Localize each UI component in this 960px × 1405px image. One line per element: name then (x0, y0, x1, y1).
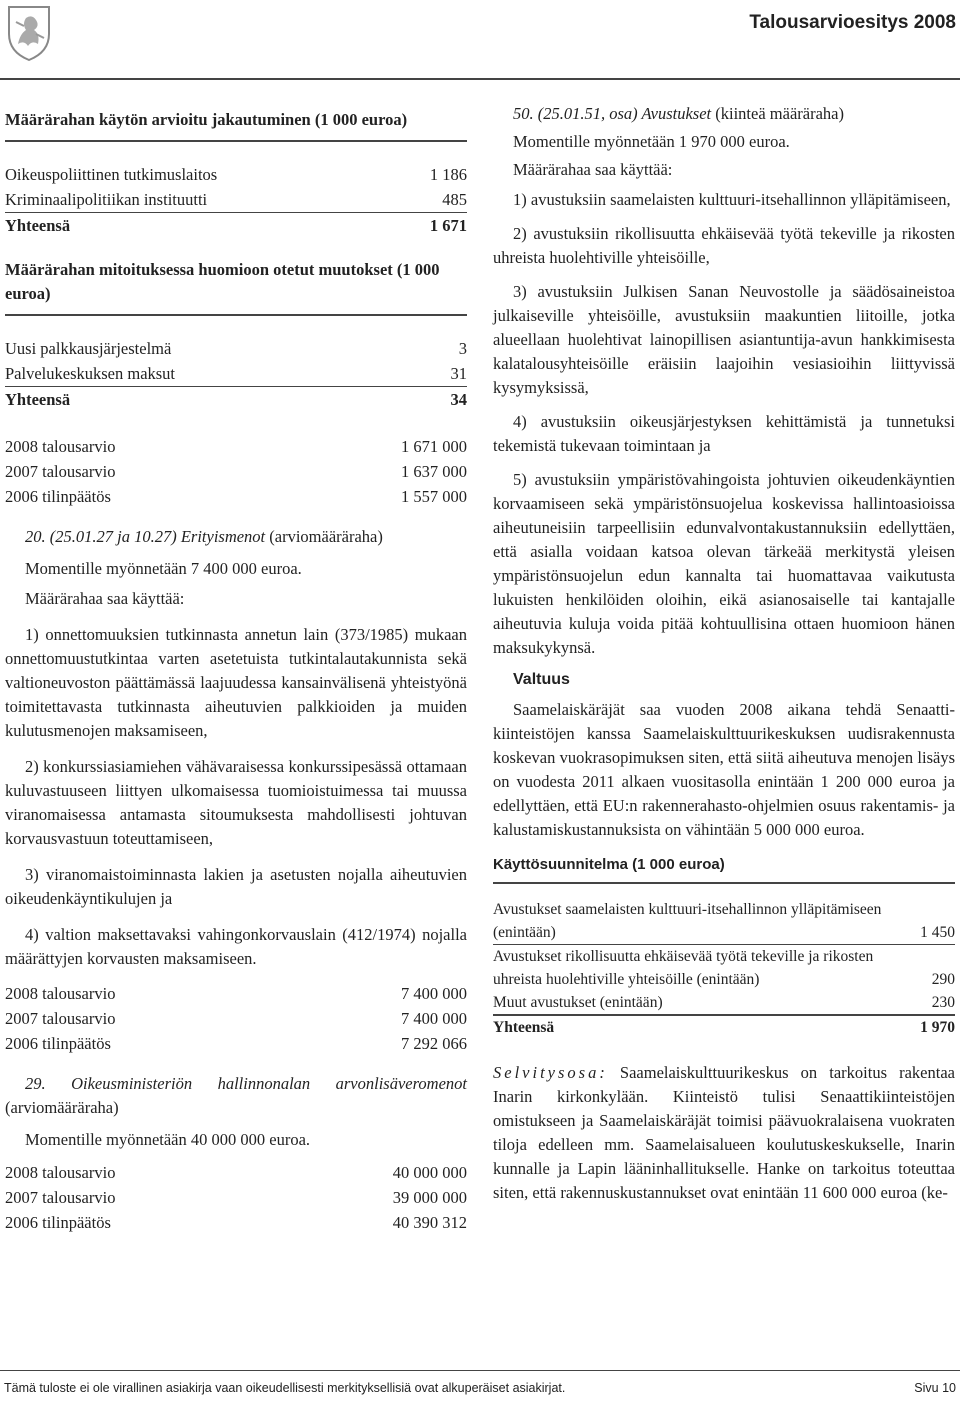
budget-value: 1 671 000 (401, 437, 467, 456)
item-50-point: 4) avustuksiin oikeusjärjestyksen kehittämistä ja tunnetuksi tekemistä tukevaan toimintaan ja (493, 412, 955, 455)
budget-value: 1 637 000 (401, 462, 467, 481)
total-value: 1 970 (920, 1019, 955, 1036)
total-value: 1 671 (429, 216, 467, 235)
total-label: Yhteensä (5, 216, 71, 235)
changes-table-heading: Määrärahan mitoituksessa huomioon otetut muutokset (1 000 euroa) (5, 258, 467, 316)
row-value: 31 (450, 364, 467, 383)
allocation-table (5, 108, 467, 238)
item-29-title: 29. Oikeusministeriön hallinnonalan arvonlisäveromenot (arviomääräraha) (5, 1074, 467, 1117)
item-50-usage: Määrärahaa saa käyttää: (513, 160, 673, 179)
selvitys-text: Selvitysosa: Saamelaiskulttuurikeskus on tarkoitus rakentaa Inarin kirkonkylään. Kiinteistö tulisi Senaattikiinteistöjen omistukseen ja Saamelaiskäräjät toimisi päävuokralaisena vuokraten tiloja edelleen mm. Saamelaisalueen koulutuskeskukselle, Inarin kunnalle ja Lapin lääninhallitukselle. Hanke on tarkoitus toteuttaa siten, että rakennuskustannukset ovat enintään 11 600 000 euroa (ke- (493, 1063, 955, 1202)
budget-label: 2008 talousarvio (5, 437, 116, 456)
budget-row: 2007 talousarvio 7 400 000 (5, 1009, 467, 1028)
budget-label: 2006 tilinpäätös (5, 487, 111, 506)
lion-crest-icon (6, 4, 52, 62)
table-row (5, 336, 467, 361)
item-20-budget (5, 981, 467, 1056)
table-row (493, 945, 955, 991)
row-value: 290 (931, 971, 955, 988)
changes-table (5, 258, 467, 412)
page-header (0, 0, 960, 80)
item-20-point: 2) konkurssiasiamiehen vähävaraisessa konkurssipesässä ottamaan kuluvastuuseen liittyen ulkomaisessa tuomioistuimessa tai muussa viranomaisessa antamasta sitoumuksesta mahdollisesti johtuvan korvausvastuun toteuttamiseen, (5, 757, 467, 848)
footer-disclaimer: Tämä tuloste ei ole virallinen asiakirja vaan oikeudellisesti merkityksellisiä ovat alkuperäiset asiakirjat. (4, 1381, 566, 1395)
table-row (5, 361, 467, 386)
page-number: Sivu 10 (914, 1381, 956, 1395)
item-20-point: 3) viranomaistoiminnasta lakien ja asetusten nojalla aiheutuvien oikeudenkäyntikulujen ja (5, 865, 467, 908)
row-label: Avustukset rikollisuutta ehkäisevää työtä tekeville ja rikosten uhreista huolehtiville yhteisöille (enintään) (493, 948, 874, 988)
item-50-point: 2) avustuksiin rikollisuutta ehkäisevää työtä tekeville ja rikosten uhreista huolehtiville yhteisöille, (493, 224, 955, 267)
budget-row (5, 434, 467, 459)
row-label: Avustukset saamelaisten kulttuuri-itsehallinnon ylläpitämiseen (enintään) (493, 901, 882, 941)
page-footer (0, 1370, 960, 1395)
budget-row: 2007 talousarvio 39 000 000 (5, 1188, 467, 1207)
budget-row (5, 459, 467, 484)
item-50-point: 5) avustuksiin ympäristövahingoista johtuvien oikeudenkäyntien korvaamiseen sekä ympäristönsuojelua koskevissa hallintoasioissa aiheutuneisiin tarpeellisiin edunvalvontakustannuksiin edellyttäen, että asialla voidaan katsoa olevan tärkeää merkitystä yleisen ympäristönsuojelun edun kannalta tai huomattavaa vaikutusta lukuisten henkilöiden oloihin, eikä asianosaiselle tai kantajalle aiheutuvia kuluja voida pitää kohtuullisina ottaen huomioon hänen maksukykynsä. (493, 470, 955, 657)
row-label: Muut avustukset (enintään) (493, 994, 663, 1011)
item-50-title: 50. (25.01.51, osa) Avustukset (kiinteä määräraha) (513, 104, 844, 123)
usage-plan-table (493, 854, 955, 1039)
table-total-row (5, 212, 467, 238)
document-title: Talousarvioesitys 2008 (749, 12, 956, 33)
table-total-row (493, 1014, 955, 1039)
item-20-appropriation: Momentille myönnetään 7 400 000 euroa. (25, 559, 302, 578)
row-value: 3 (458, 339, 467, 358)
table-row (493, 898, 955, 945)
item-29-appropriation: Momentille myönnetään 40 000 000 euroa. (25, 1130, 311, 1149)
item-20-title: 20. (25.01.27 ja 10.27) Erityismenot (arviomääräraha) (25, 527, 383, 546)
item-20-point: 4) valtion maksettavaksi vahingonkorvauslain (412/1974) nojalla määrättyjen korvausten maksamiseen. (5, 925, 467, 968)
table-total-row (5, 386, 467, 412)
table-row (493, 991, 955, 1014)
row-value: 485 (442, 190, 467, 209)
item-50-point: 1) avustuksiin saamelaisten kulttuuri-itsehallinnon ylläpitämiseen, (513, 190, 951, 209)
selvitys-label: Selvitysosa: (493, 1063, 608, 1082)
row-label: Palvelukeskuksen maksut (5, 364, 176, 383)
budget-row: 2006 tilinpäätös 40 390 312 (5, 1213, 467, 1232)
allocation-table-heading: Määrärahan käytön arvioitu jakautuminen (1 000 euroa) (5, 108, 467, 142)
row-label: Oikeuspoliittinen tutkimuslaitos (5, 165, 218, 184)
total-label: Yhteensä (493, 1019, 555, 1036)
item-20-usage: Määrärahaa saa käyttää: (25, 589, 185, 608)
row-value: 230 (931, 994, 955, 1011)
item-20-point: 1) onnettomuuksien tutkinnasta annetun lain (373/1985) mukaan onnettomuustutkintaa varten asetetuista tutkintalautakunnista sekä valtioneuvoston päättämässä laajuudessa kansainvälisenä yhteistyönä toimitettavasta tutkinnasta aiheutuvien palkkioiden ja muiden kulutusmenojen maksamiseen, (5, 625, 467, 740)
item-50-appropriation: Momentille myönnetään 1 970 000 euroa. (513, 132, 790, 151)
row-label: Uusi palkkausjärjestelmä (5, 339, 172, 358)
total-label: Yhteensä (5, 390, 71, 409)
row-value: 1 186 (429, 165, 467, 184)
usage-plan-heading: Käyttösuunnitelma (1 000 euroa) (493, 854, 955, 884)
item-29-budget (5, 1160, 467, 1235)
budget-label: 2007 talousarvio (5, 462, 116, 481)
budget-row: 2008 talousarvio 40 000 000 (5, 1163, 467, 1182)
total-value: 34 (450, 390, 467, 409)
budget-summary (5, 434, 467, 509)
left-column (5, 108, 467, 1235)
valtuus-heading: Valtuus (513, 671, 570, 688)
budget-value: 1 557 000 (401, 487, 467, 506)
table-row (5, 162, 467, 187)
item-50-point: 3) avustuksiin Julkisen Sanan Neuvostolle ja säädösaineistoa julkaiseville yhteisöille, avustuksiin maakuntien liitoille, jotka alueellaan huolehtivat lainopillisen asiantuntija-avun hankkimisesta kalatalousyhteisöille eräisiin laajoihin vesiasioihin liittyvissä kysymyksissä, (493, 282, 955, 397)
budget-row (5, 484, 467, 509)
budget-row: 2006 tilinpäätös 7 292 066 (5, 1034, 467, 1053)
row-label: Kriminaalipolitiikan instituutti (5, 190, 208, 209)
table-row (5, 187, 467, 212)
valtuus-text: Saamelaiskäräjät saa vuoden 2008 aikana tehdä Senaatti-kiinteistöjen kanssa Saamelaiskulttuurikeskuksen uudisrakennusta koskevan vuokrasopimuksen siten, että siitä aiheutuva menojen lisäys on vuodesta 2011 alkaen vuositasolla enintään 1 200 000 euroa ja edellyttäen, että EU:n rakennerahasto-ohjelmien osuus rakentamis- ja kalustamiskustannuksista on vähintään 5 000 000 euroa. (493, 700, 955, 839)
right-column (493, 102, 955, 1205)
row-value: 1 450 (920, 924, 955, 941)
budget-row: 2008 talousarvio 7 400 000 (5, 984, 467, 1003)
